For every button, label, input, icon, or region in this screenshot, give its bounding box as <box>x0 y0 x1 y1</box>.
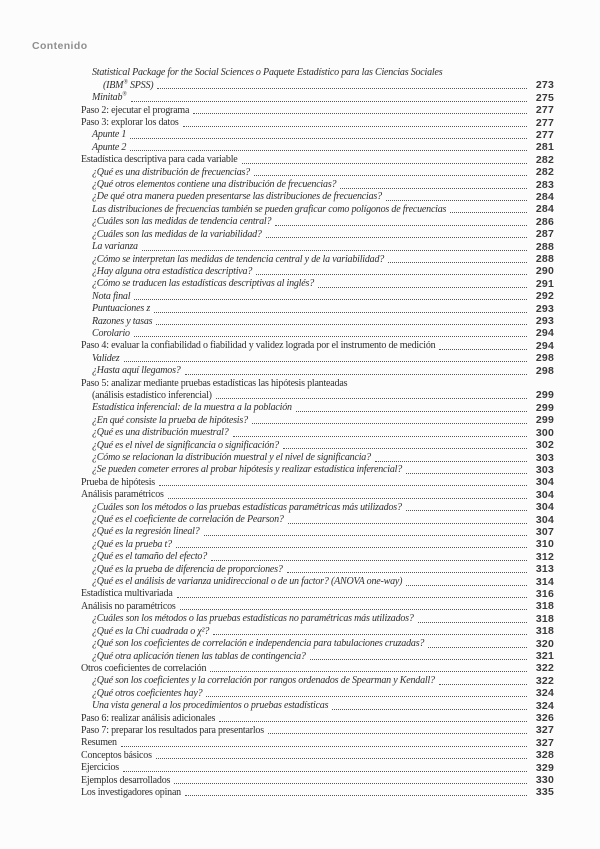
page-header-label: Contenido <box>32 40 88 52</box>
toc-entry[interactable] <box>81 141 554 153</box>
toc-entry-title: ¿Se pueden cometer errores al probar hipótesis y realizar estadística inferencial? <box>92 464 403 476</box>
dotted-leader <box>216 398 527 399</box>
dotted-leader <box>256 274 527 275</box>
toc-entry-title: Una vista general a los procedimientos o pruebas estadísticas <box>92 700 329 712</box>
dotted-leader <box>154 312 527 313</box>
toc-entry[interactable] <box>81 414 554 426</box>
toc-entry-page-number: 287 <box>535 228 554 241</box>
toc-entry[interactable] <box>81 104 554 116</box>
toc-entry[interactable] <box>81 749 554 761</box>
toc-entry[interactable] <box>81 129 554 141</box>
toc-entry[interactable] <box>81 290 554 302</box>
toc-entry-title: Nota final <box>92 290 131 302</box>
toc-entry-title: ¿Qué es la regresión lineal? <box>92 526 200 538</box>
toc-entry[interactable] <box>81 191 554 203</box>
toc-entry-title: ¿En qué consiste la prueba de hipótesis? <box>92 414 248 426</box>
dotted-leader <box>159 485 527 486</box>
dotted-leader <box>213 634 527 635</box>
toc-entry-page-number: 304 <box>535 501 554 514</box>
toc-entry-page-number: 291 <box>535 277 554 290</box>
toc-entry-title: Estadística inferencial: de la muestra a la población <box>92 402 292 414</box>
toc-entry-page-number: 282 <box>535 166 554 179</box>
toc-entry-page-number: 282 <box>535 153 554 166</box>
toc-entry-page-number: 290 <box>535 265 554 278</box>
toc-entry[interactable] <box>81 526 554 538</box>
toc-entry-page-number: 327 <box>535 736 554 749</box>
toc-entry[interactable] <box>81 563 554 575</box>
dotted-leader <box>142 250 527 251</box>
toc-entry-page-number: 313 <box>535 563 554 576</box>
toc-entry-page-number: 284 <box>535 190 554 203</box>
toc-entry-title: ¿Qué es una distribución muestral? <box>92 427 229 439</box>
toc-entry[interactable] <box>81 67 554 79</box>
toc-entry-title: Ejemplos desarrollados <box>81 774 171 786</box>
dotted-leader <box>134 336 527 337</box>
toc-entry[interactable] <box>81 600 554 612</box>
toc-entry-page-number: 304 <box>535 513 554 526</box>
dotted-leader <box>275 225 527 226</box>
toc-entry-page-number: 328 <box>535 749 554 762</box>
toc-entry-page-number: 318 <box>535 612 554 625</box>
toc-entry[interactable] <box>81 79 554 91</box>
dotted-leader <box>406 473 527 474</box>
toc-entry-title: Otros coeficientes de correlación <box>81 662 207 674</box>
dotted-leader <box>123 771 527 772</box>
toc-entry-title: ¿Qué es el coeficiente de correlación de Pearson? <box>92 514 284 526</box>
toc-entry[interactable] <box>81 638 554 650</box>
toc-entry-page-number: 292 <box>535 290 554 303</box>
toc-entry-title: (análisis estadístico inferencial) <box>92 389 212 401</box>
toc-entry-title: Paso 6: realizar análisis adicionales <box>81 712 216 724</box>
toc-entry[interactable] <box>81 762 554 774</box>
table-of-contents <box>81 67 554 799</box>
dotted-leader <box>318 287 527 288</box>
toc-entry[interactable] <box>81 377 554 389</box>
toc-entry[interactable] <box>81 737 554 749</box>
registered-trademark-symbol: ® <box>122 91 127 98</box>
toc-entry[interactable] <box>81 576 554 588</box>
dotted-leader <box>332 709 527 710</box>
toc-entry-title: ¿Cómo se relacionan la distribución muestral y el nivel de significancia? <box>92 452 371 463</box>
toc-entry-title: Paso 2: ejecutar el programa <box>81 104 190 116</box>
dotted-leader <box>386 200 527 201</box>
toc-entry[interactable] <box>81 700 554 712</box>
toc-entry[interactable] <box>81 538 554 550</box>
toc-entry-page-number: 300 <box>535 426 554 439</box>
dotted-leader <box>287 572 527 573</box>
toc-entry[interactable] <box>81 228 554 240</box>
toc-entry[interactable] <box>81 452 554 464</box>
toc-entry[interactable] <box>81 476 554 488</box>
dotted-leader <box>242 163 527 164</box>
dotted-leader <box>185 795 527 796</box>
dotted-leader <box>124 361 528 362</box>
dotted-leader <box>176 547 527 548</box>
dotted-leader <box>375 461 527 462</box>
toc-entry[interactable] <box>81 787 554 799</box>
dotted-leader <box>252 423 527 424</box>
toc-entry-page-number: 322 <box>535 674 554 687</box>
toc-entry-title: ¿Qué es una distribución de frecuencias? <box>92 166 250 178</box>
dotted-leader <box>183 126 527 127</box>
dotted-leader <box>134 299 527 300</box>
dotted-leader <box>157 88 527 89</box>
toc-entry[interactable] <box>81 328 554 340</box>
toc-entry[interactable] <box>81 489 554 501</box>
dotted-leader <box>296 411 527 412</box>
toc-entry-page-number: 299 <box>535 401 554 414</box>
toc-entry-page-number: 324 <box>535 687 554 700</box>
dotted-leader <box>439 684 527 685</box>
toc-entry-page-number: 322 <box>535 662 554 675</box>
toc-entry[interactable] <box>81 117 554 129</box>
toc-entry-page-number: 284 <box>535 203 554 216</box>
toc-entry[interactable] <box>81 588 554 600</box>
toc-entry[interactable] <box>81 464 554 476</box>
toc-entry-page-number: 318 <box>535 600 554 613</box>
toc-entry[interactable] <box>81 650 554 662</box>
toc-entry[interactable] <box>81 551 554 563</box>
toc-entry-page-number: 299 <box>535 414 554 427</box>
toc-entry-page-number: 307 <box>535 525 554 538</box>
toc-entry-title: ¿Cuáles son las medidas de la variabilidad? <box>92 228 262 240</box>
toc-entry[interactable] <box>81 687 554 699</box>
dotted-leader <box>450 212 527 213</box>
toc-entry-page-number: 330 <box>535 774 554 787</box>
toc-entry-page-number: 298 <box>535 364 554 377</box>
toc-entry[interactable] <box>81 92 554 104</box>
toc-entry[interactable] <box>81 514 554 526</box>
dotted-leader <box>177 597 527 598</box>
dotted-leader <box>131 101 527 102</box>
toc-entry-title: Análisis no paramétricos <box>81 600 176 612</box>
toc-entry-title: Statistical Package for the Social Sciences o Paquete Estadístico para las Ciencias Sociales <box>92 67 443 79</box>
dotted-leader <box>418 622 527 623</box>
toc-entry[interactable] <box>81 663 554 675</box>
registered-trademark-symbol: ® <box>123 79 128 86</box>
toc-entry-page-number: 299 <box>535 389 554 402</box>
dotted-leader <box>156 324 527 325</box>
toc-entry[interactable] <box>81 315 554 327</box>
toc-entry-page-number: 293 <box>535 302 554 315</box>
toc-entry-title: Las distribuciones de frecuencias también se pueden graficar como polígonos de frecuencias <box>92 203 447 215</box>
toc-entry-title: Razones y tasas <box>92 315 153 327</box>
toc-entry[interactable] <box>81 390 554 402</box>
toc-entry[interactable] <box>81 241 554 253</box>
toc-entry[interactable] <box>81 365 554 377</box>
toc-entry-title: ¿Cómo se traducen las estadísticas descriptivas al inglés? <box>92 278 314 290</box>
dotted-leader <box>174 783 527 784</box>
dotted-leader <box>388 262 527 263</box>
dotted-leader <box>130 138 527 139</box>
dotted-leader <box>204 535 527 536</box>
toc-entry-title: ¿Hay alguna otra estadística descriptiva? <box>92 265 253 277</box>
toc-entry-title: Prueba de hipótesis <box>81 476 155 488</box>
toc-entry-title: Paso 5: analizar mediante pruebas estadísticas las hipótesis planteadas <box>81 377 348 389</box>
toc-entry-title: ¿Qué es el análisis de varianza unidireccional o de un factor? (ANOVA one-way) <box>92 576 403 588</box>
toc-entry[interactable] <box>81 725 554 737</box>
dotted-leader <box>406 510 527 511</box>
dotted-leader <box>206 696 527 697</box>
toc-entry-title: Resumen <box>81 737 117 749</box>
toc-entry-title: ¿Qué es la Chi cuadrada o χ²? <box>92 625 210 637</box>
toc-entry[interactable] <box>81 501 554 513</box>
dotted-leader <box>180 609 527 610</box>
toc-entry-page-number: 312 <box>535 550 554 563</box>
toc-entry-title: Estadística descriptiva para cada variable <box>81 154 238 166</box>
toc-entry[interactable] <box>81 402 554 414</box>
toc-entry[interactable] <box>81 613 554 625</box>
toc-entry-page-number: 298 <box>535 352 554 365</box>
toc-entry-title: Apunte 2 <box>92 141 127 153</box>
toc-entry[interactable] <box>81 439 554 451</box>
toc-entry[interactable] <box>81 253 554 265</box>
toc-entry-page-number: 327 <box>535 724 554 737</box>
dotted-leader <box>254 175 527 176</box>
toc-entry-title: ¿Cuáles son los métodos o las pruebas estadísticas no paramétricas más utilizados? <box>92 613 414 625</box>
dotted-leader <box>193 113 527 114</box>
toc-entry-page-number: 294 <box>535 339 554 352</box>
toc-entry-page-number: 277 <box>535 104 554 117</box>
toc-entry-title: ¿Cuáles son las medidas de tendencia central? <box>92 216 272 228</box>
toc-entry-title: Puntuaciones z <box>92 303 151 315</box>
toc-entry-title: ¿Qué otros coeficientes hay? <box>92 687 203 699</box>
toc-entry[interactable] <box>81 154 554 166</box>
toc-entry-page-number: 275 <box>535 91 554 104</box>
toc-entry[interactable] <box>81 203 554 215</box>
toc-entry-title: Conceptos básicos <box>81 749 152 761</box>
dotted-leader <box>210 671 527 672</box>
toc-entry-page-number: 286 <box>535 215 554 228</box>
dotted-leader <box>428 647 527 648</box>
toc-entry-title: ¿Qué es el nivel de significancia o significación? <box>92 439 279 451</box>
dotted-leader <box>266 237 527 238</box>
toc-entry-page-number: 303 <box>535 451 554 464</box>
toc-entry[interactable] <box>81 266 554 278</box>
toc-entry-title: Paso 7: preparar los resultados para presentarlos <box>81 724 264 736</box>
toc-entry-page-number: 304 <box>535 476 554 489</box>
dotted-leader <box>283 448 527 449</box>
toc-entry[interactable] <box>81 216 554 228</box>
toc-entry-title: ¿Cómo se interpretan las medidas de tendencia central y de la variabilidad? <box>92 253 385 265</box>
toc-entry[interactable] <box>81 278 554 290</box>
toc-entry-title: Paso 4: evaluar la confiabilidad o fiabilidad y validez lograda por el instrumento de medición <box>81 340 436 352</box>
dotted-leader <box>406 585 527 586</box>
toc-entry-page-number: 335 <box>535 786 554 799</box>
toc-entry-title: Los investigadores opinan <box>81 786 181 798</box>
dotted-leader <box>185 374 527 375</box>
toc-entry-page-number: 288 <box>535 240 554 253</box>
toc-entry-title: ¿Qué son los coeficientes de correlación e independencia para tabulaciones cruzadas? <box>92 638 425 650</box>
dotted-leader <box>219 721 527 722</box>
dotted-leader <box>233 436 527 437</box>
toc-entry-page-number: 273 <box>535 79 554 92</box>
toc-entry-page-number: 288 <box>535 253 554 265</box>
toc-entry-title: ¿De qué otra manera pueden presentarse las distribuciones de frecuencias? <box>92 191 382 203</box>
toc-entry[interactable] <box>81 625 554 637</box>
toc-entry[interactable] <box>81 303 554 315</box>
dotted-leader <box>439 349 527 350</box>
toc-entry[interactable] <box>81 179 554 191</box>
toc-entry-title: Paso 3: explorar los datos <box>81 117 179 129</box>
toc-entry-title: Minitab® <box>92 91 127 104</box>
toc-entry-title: ¿Qué es el tamaño del efecto? <box>92 551 207 563</box>
toc-entry-page-number: 314 <box>535 575 554 588</box>
toc-entry[interactable] <box>81 166 554 178</box>
toc-entry-page-number: 283 <box>535 178 554 191</box>
toc-entry-title: ¿Qué otros elementos contiene una distribución de frecuencias? <box>92 179 337 191</box>
toc-entry-title: ¿Qué otra aplicación tienen las tablas de contingencia? <box>92 650 306 662</box>
toc-entry-title: ¿Qué es la prueba de diferencia de proporciones? <box>92 563 283 575</box>
toc-entry-page-number: 318 <box>535 625 554 638</box>
toc-entry[interactable] <box>81 427 554 439</box>
toc-entry-page-number: 277 <box>535 116 554 129</box>
dotted-leader <box>288 523 527 524</box>
toc-entry-title: Corolario <box>92 327 130 339</box>
toc-entry-page-number: 293 <box>535 315 554 328</box>
toc-entry[interactable] <box>81 340 554 352</box>
toc-entry-page-number: 329 <box>535 761 554 774</box>
toc-entry[interactable] <box>81 712 554 724</box>
dotted-leader <box>156 758 527 759</box>
dotted-leader <box>268 733 527 734</box>
toc-entry-title: Estadística multivariada <box>81 588 173 600</box>
dotted-leader <box>211 560 527 561</box>
toc-entry-title: Análisis paramétricos <box>81 489 164 501</box>
toc-entry-page-number: 316 <box>535 587 554 600</box>
toc-entry-page-number: 324 <box>535 699 554 712</box>
toc-entry-page-number: 321 <box>535 650 554 662</box>
toc-entry-title: ¿Hasta aquí llegamos? <box>92 365 181 377</box>
toc-entry[interactable] <box>81 675 554 687</box>
toc-entry-title: (IBM® SPSS) <box>103 79 154 91</box>
toc-entry-title: ¿Cuáles son los métodos o las pruebas estadísticas paramétricas más utilizados? <box>92 501 402 513</box>
toc-entry-page-number: 281 <box>535 141 554 154</box>
dotted-leader <box>168 498 527 499</box>
dotted-leader <box>340 188 527 189</box>
toc-entry[interactable] <box>81 774 554 786</box>
toc-entry-page-number: 310 <box>535 538 554 551</box>
toc-entry-page-number: 303 <box>535 463 554 476</box>
dotted-leader <box>310 659 527 660</box>
dotted-leader <box>130 150 527 151</box>
toc-entry-title: Ejercicios <box>81 762 119 774</box>
toc-entry-page-number: 277 <box>535 128 554 141</box>
toc-entry-title: ¿Qué son los coeficientes y la correlación por rangos ordenados de Spearman y Kendall? <box>92 675 435 687</box>
toc-entry-page-number: 294 <box>535 327 554 340</box>
toc-entry-page-number: 326 <box>535 712 554 725</box>
toc-entry-page-number: 320 <box>535 637 554 650</box>
toc-entry-title: ¿Qué es la prueba t? <box>92 538 172 550</box>
toc-entry-title: Apunte 1 <box>92 129 127 141</box>
toc-entry-title: La varianza <box>92 241 138 253</box>
toc-entry-title: Validez <box>92 352 120 364</box>
toc-entry-page-number: 304 <box>535 488 554 501</box>
toc-entry-page-number: 302 <box>535 439 554 452</box>
dotted-leader <box>121 746 527 747</box>
toc-entry[interactable] <box>81 352 554 364</box>
